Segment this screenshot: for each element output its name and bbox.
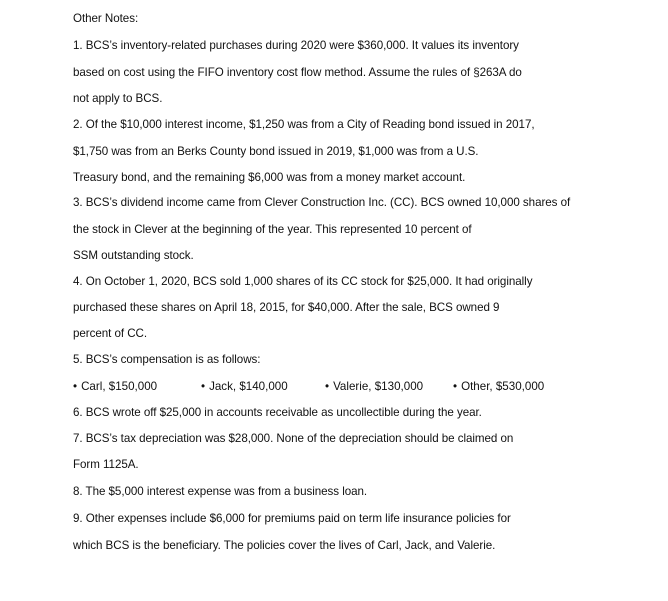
note-1-line-1: 1. BCS’s inventory-related purchases during 2020 were $360,000. It values its inventory [73, 39, 519, 52]
note-5-line-1: 5. BCS’s compensation is as follows: [73, 353, 261, 366]
bullet-dot: • [453, 380, 458, 393]
compensation-item-other [453, 380, 544, 394]
note-7-line-1: 7. BCS’s tax depreciation was $28,000. None of the depreciation should be claimed on [73, 432, 514, 445]
note-1-line-2: based on cost using the FIFO inventory cost flow method. Assume the rules of §263A do [73, 66, 522, 79]
note-3-line-2: the stock in Clever at the beginning of the year. This represented 10 percent of [73, 223, 472, 236]
note-3-line-1: 3. BCS’s dividend income came from Clever Construction Inc. (CC). BCS owned 10,000 shares of [73, 196, 571, 209]
compensation-item-jack [201, 380, 288, 394]
note-4-line-3: percent of CC. [73, 327, 148, 340]
compensation-item-valerie [325, 380, 423, 394]
compensation-item-label: Carl, $150,000 [81, 380, 158, 393]
bullet-dot: • [73, 380, 78, 393]
note-8-line-1: 8. The $5,000 interest expense was from a business loan. [73, 485, 368, 498]
note-2-line-2: $1,750 was from an Berks County bond issued in 2019, $1,000 was from a U.S. [73, 145, 479, 158]
note-4-line-1: 4. On October 1, 2020, BCS sold 1,000 shares of its CC stock for $25,000. It had originally [73, 275, 533, 288]
note-9-line-1: 9. Other expenses include $6,000 for premiums paid on term life insurance policies for [73, 512, 511, 525]
compensation-item-label: Jack, $140,000 [209, 380, 288, 393]
note-4-line-2: purchased these shares on April 18, 2015, for $40,000. After the sale, BCS owned 9 [73, 301, 500, 314]
note-9-line-2: which BCS is the beneficiary. The policies cover the lives of Carl, Jack, and Valerie. [73, 539, 496, 552]
compensation-list [73, 380, 573, 394]
note-3-line-3: SSM outstanding stock. [73, 249, 194, 262]
bullet-dot: • [201, 380, 206, 393]
page-heading: Other Notes: [73, 12, 139, 25]
note-1-line-3: not apply to BCS. [73, 92, 163, 105]
note-7-line-2: Form 1125A. [73, 458, 139, 471]
compensation-item-label: Valerie, $130,000 [333, 380, 424, 393]
compensation-item-carl [73, 380, 157, 394]
compensation-item-label: Other, $530,000 [461, 380, 545, 393]
bullet-dot: • [325, 380, 330, 393]
note-2-line-1: 2. Of the $10,000 interest income, $1,250 was from a City of Reading bond issued in 2017, [73, 118, 535, 131]
note-2-line-3: Treasury bond, and the remaining $6,000 was from a money market account. [73, 171, 466, 184]
note-6-line-1: 6. BCS wrote off $25,000 in accounts receivable as uncollectible during the year. [73, 406, 482, 419]
